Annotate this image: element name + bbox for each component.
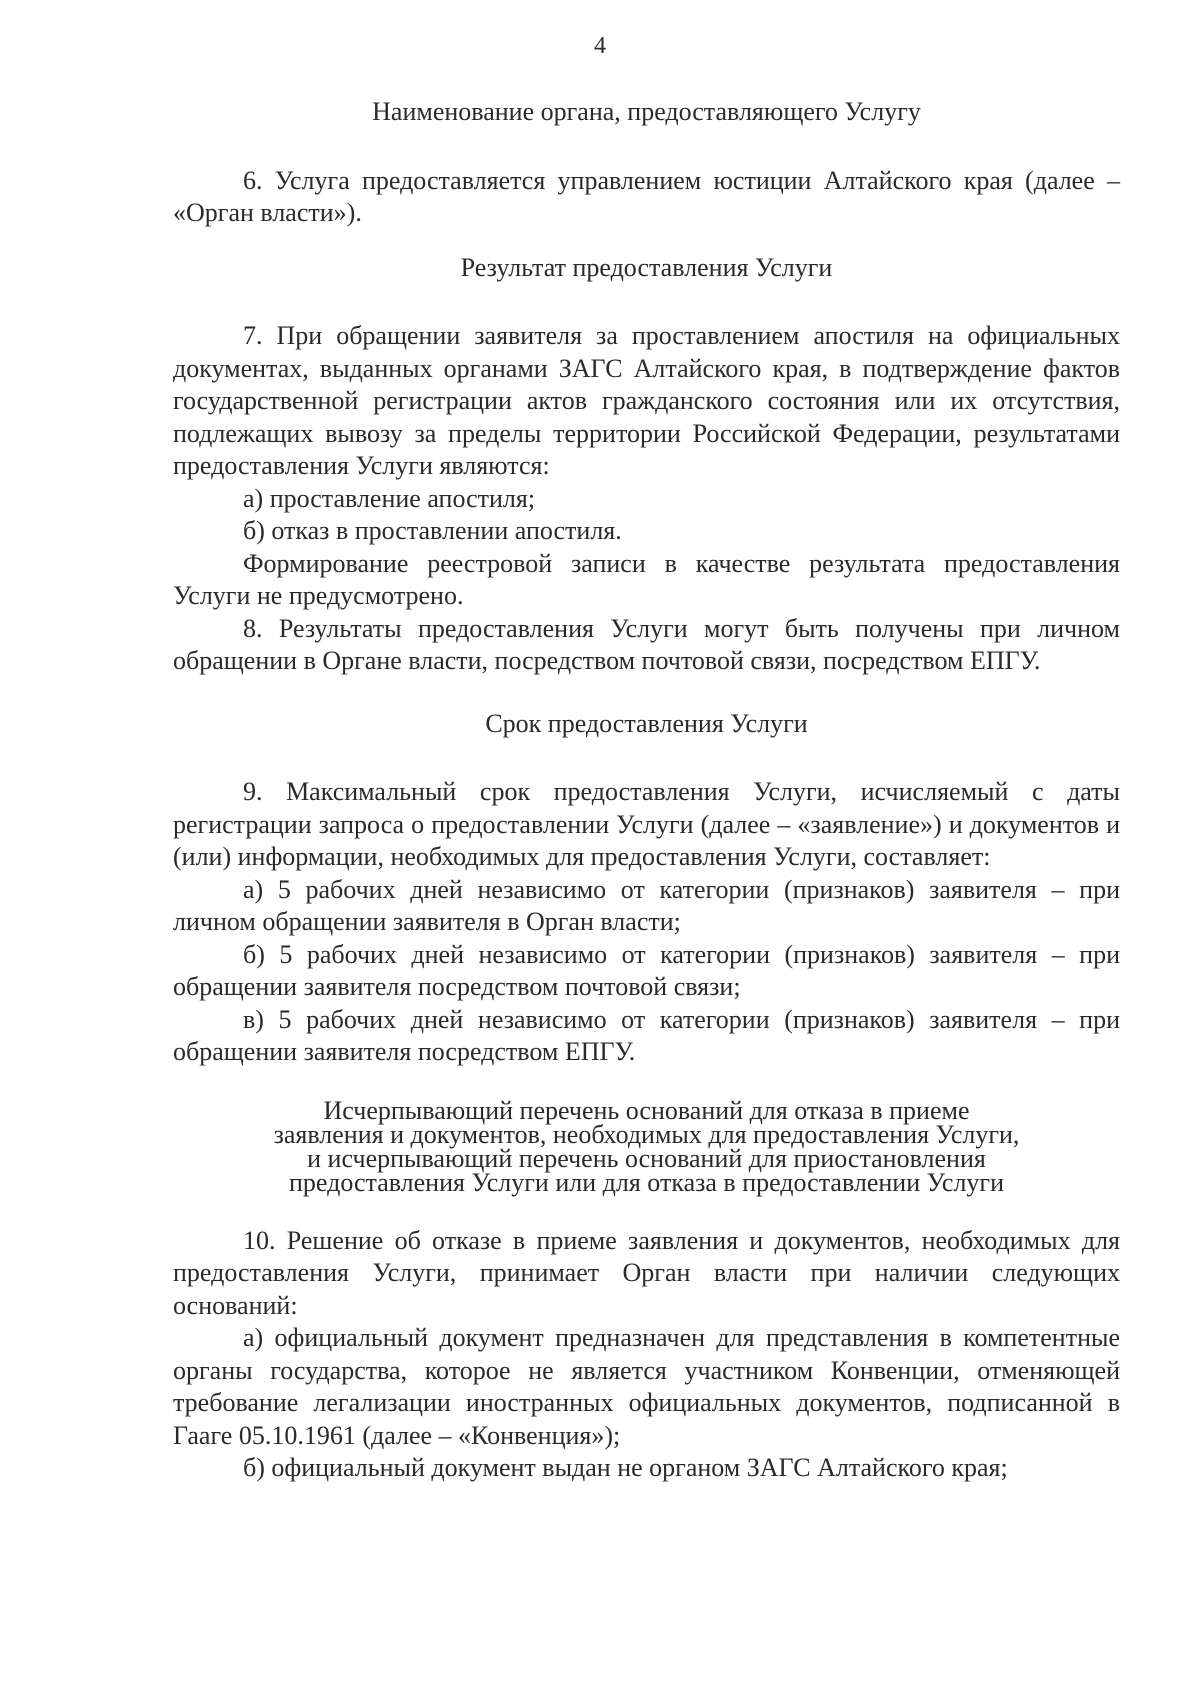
- paragraph-8: 8. Результаты предоставления Услуги могут быть получены при личном обращении в Органе власти, посредством почтовой связи, посредством ЕПГУ.: [173, 613, 1120, 675]
- section-heading-grounds: [173, 1095, 1120, 1197]
- paragraph-9a: а) 5 рабочих дней независимо от категории (признаков) заявителя – при личном обращении заявителя в Орган власти;: [173, 874, 1120, 936]
- paragraph-10: 10. Решение об отказе в приеме заявления и документов, необходимых для предоставления Услуги, принимает Орган власти при наличии следующих оснований:: [173, 1225, 1120, 1320]
- heading-line: заявления и документов, необходимых для предоставления Услуги,: [273, 1119, 1020, 1149]
- section-heading-result: Результат предоставления Услуги: [460, 252, 833, 282]
- paragraph-9c: в) 5 рабочих дней независимо от категории (признаков) заявителя – при обращении заявителя посредством ЕПГУ.: [173, 1004, 1120, 1066]
- paragraph-7b: б) отказ в проставлении апостиля.: [243, 516, 622, 545]
- page-number: 4: [594, 33, 606, 59]
- paragraph-10b: б) официальный документ выдан не органом ЗАГС Алтайского края;: [243, 1453, 1008, 1482]
- paragraph-7c: Формирование реестровой записи в качестве результата предоставления Услуги не предусмотрено.: [173, 548, 1120, 610]
- document-body: [173, 96, 1120, 1485]
- paragraph-7: 7. При обращении заявителя за проставлением апостиля на официальных документах, выданных органами ЗАГС Алтайского края, в подтверждение фактов государственной регистрации актов гражданского состояния или их отсутствия, подлежащих вывозу за пределы территории Российской Федерации, результатами предоставления Услуги являются:: [173, 321, 1120, 480]
- paragraph-6: 6. Услуга предоставляется управлением юстиции Алтайского края (далее – «Орган власти»).: [173, 165, 1120, 227]
- heading-line: Исчерпывающий перечень оснований для отказа в приеме: [323, 1095, 970, 1125]
- paragraph-9: 9. Максимальный срок предоставления Услуги, исчисляемый с даты регистрации запроса о предоставлении Услуги (далее – «заявление») и документов и (или) информации, необходимых для предоставления Услуги, составляет:: [173, 777, 1120, 871]
- paragraph-10a: а) официальный документ предназначен для представления в компетентные органы государства, которое не является участником Конвенции, отменяющей требование легализации иностранных официальных документов, подписанной в Гааге 05.10.1961 (далее – «Конвенция»);: [173, 1323, 1120, 1450]
- paragraph-9b: б) 5 рабочих дней независимо от категории (признаков) заявителя – при обращении заявителя посредством почтовой связи;: [173, 939, 1120, 1001]
- section-heading-organ: Наименование органа, предоставляющего Услугу: [372, 97, 921, 126]
- heading-line: и исчерпывающий перечень оснований для приостановления: [307, 1143, 986, 1173]
- paragraph-7a: а) проставление апостиля;: [243, 483, 536, 513]
- heading-line: предоставления Услуги или для отказа в предоставлении Услуги: [288, 1167, 1005, 1197]
- section-heading-term: Срок предоставления Услуги: [485, 708, 808, 738]
